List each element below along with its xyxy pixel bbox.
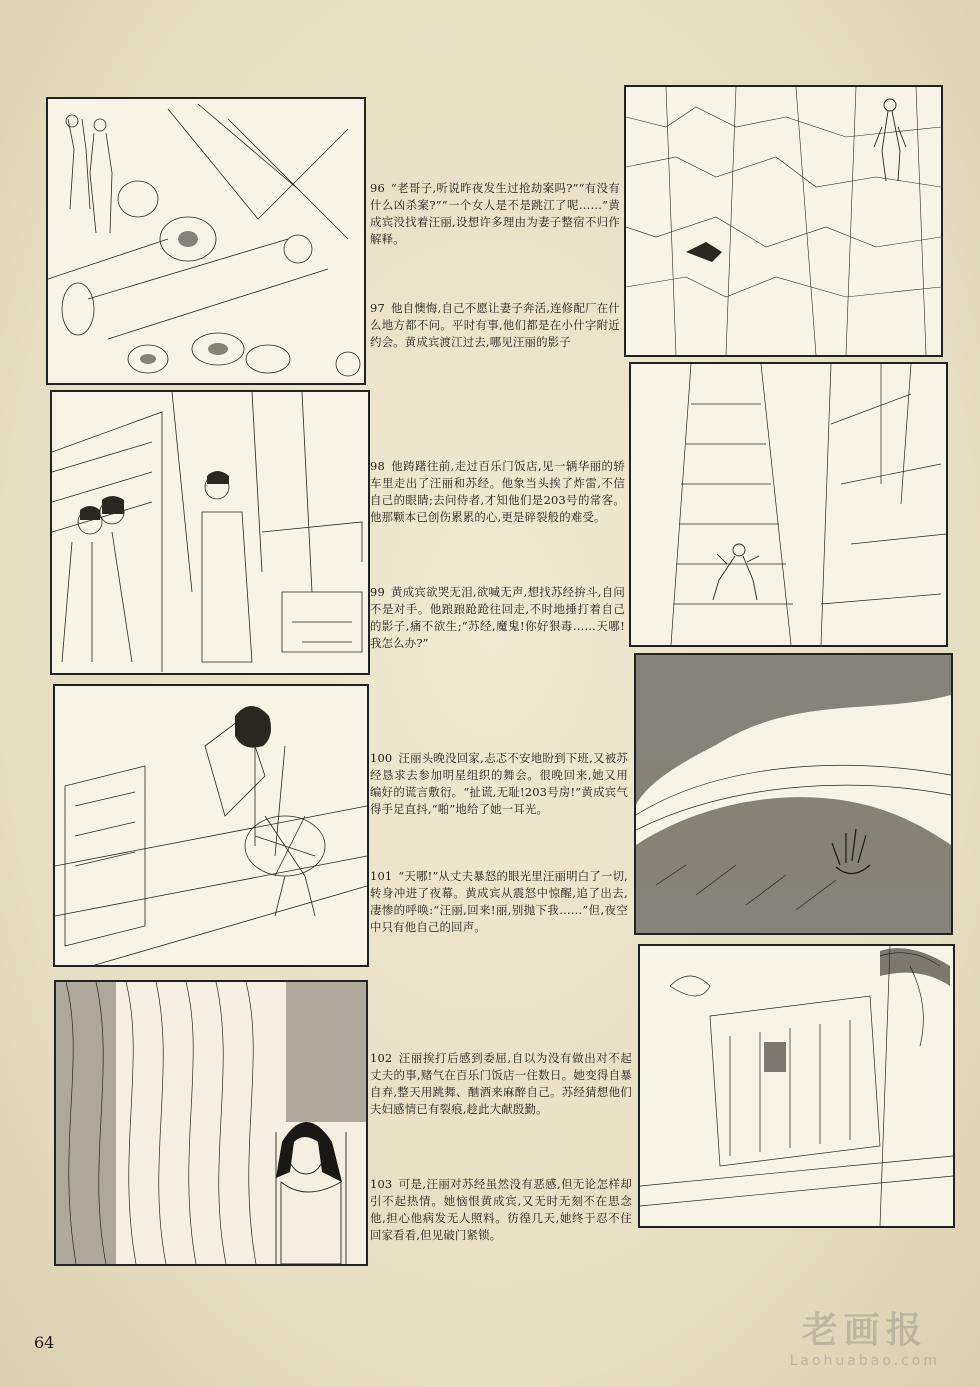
caption-101 bbox=[370, 868, 628, 936]
caption-text: 可是,汪丽对苏经虽然没有恶感,但无论怎样却引不起热情。她恼恨黄成宾,又无时无刻不在思念他,担心他病发无人照料。彷徨几天,她终于忍不住回家看看,但见破门紧锁。 bbox=[370, 1177, 632, 1242]
caption-96 bbox=[370, 180, 620, 248]
panel-97-crack-scene bbox=[624, 85, 943, 357]
panel-98-illustration bbox=[52, 392, 368, 673]
panel-100-room-scene bbox=[53, 684, 369, 967]
panel-96-illustration bbox=[48, 99, 364, 383]
caption-text: “老哥子,听说昨夜发生过抢劫案吗?”“有没有什么凶杀案?”“一个女人是不是跳江了呢……”黄成宾没找着汪丽,设想许多理由为妻子整宿不归作解释。 bbox=[370, 181, 620, 246]
panel-101-illustration bbox=[636, 655, 951, 933]
panel-102-illustration bbox=[56, 982, 366, 1264]
watermark-main: 老画报 bbox=[801, 1310, 928, 1351]
panel-97-illustration bbox=[626, 87, 941, 355]
caption-text: 汪丽头晚没回家,忐忑不安地盼到下班,又被苏经恳求去参加明星组织的舞会。很晚回来,她又用编好的谎言敷衍。“扯谎,无耻!203号房!”黄成宾气得手足直抖,“啪”地给了她一耳光。 bbox=[370, 751, 628, 816]
panel-100-illustration bbox=[55, 686, 367, 965]
caption-99 bbox=[370, 584, 625, 652]
caption-number: 103 bbox=[370, 1177, 393, 1191]
panel-101-night-scene bbox=[634, 653, 953, 935]
panel-102-curtain-scene bbox=[54, 980, 368, 1266]
panel-99-illustration bbox=[631, 364, 946, 645]
watermark bbox=[790, 1302, 940, 1369]
caption-98 bbox=[370, 458, 625, 526]
panel-99-wall-scene bbox=[629, 362, 948, 647]
caption-text: 黄成宾欲哭无泪,欲喊无声,想找苏经拚斗,自问不是对手。他踉踉跄跄往回走,不时地捶打着自己的影子,痛不欲生;“苏经,魔鬼!你好狠毒……天哪!我怎么办?” bbox=[370, 585, 625, 650]
caption-100 bbox=[370, 750, 628, 818]
caption-text: 汪丽挨打后感到委屈,自以为没有做出对不起丈夫的事,赌气在百乐门饭店一住数日。她变得自暴自弃,整天用跳舞、酗酒来麻醉自己。苏经猜想他们夫妇感情已有裂痕,趁此大献殷勤。 bbox=[370, 1051, 632, 1116]
panel-96-market-scene bbox=[46, 97, 366, 385]
caption-number: 100 bbox=[370, 751, 393, 765]
caption-number: 97 bbox=[370, 301, 385, 315]
caption-number: 96 bbox=[370, 181, 385, 195]
watermark-url: Laohuabao.com bbox=[789, 1353, 940, 1369]
caption-number: 99 bbox=[370, 585, 385, 599]
caption-97 bbox=[370, 300, 620, 351]
caption-text: 他踌躇往前,走过百乐门饭店,见一辆华丽的轿车里走出了汪丽和苏经。他象当头挨了炸雷,不信自己的眼睛;去问侍者,才知他们是203号的常客。他那颗本已创伤累累的心,更是碎裂般的难受。 bbox=[370, 459, 625, 524]
caption-text: “天哪!”从丈夫暴怒的眼光里汪丽明白了一切,转身冲进了夜幕。黄成宾从震怒中惊醒,追了出去,凄惨的呼唤:“汪丽,回来!丽,别抛下我……”但,夜空中只有他自己的回声。 bbox=[370, 869, 628, 934]
panel-103-illustration bbox=[640, 946, 953, 1226]
caption-number: 102 bbox=[370, 1051, 393, 1065]
page-number: 64 bbox=[34, 1333, 55, 1352]
caption-102 bbox=[370, 1050, 632, 1118]
caption-text: 他自懊悔,自己不愿让妻子奔活,连修配厂在什么地方都不问。平时有事,他们都是在小什字附近约会。黄成宾渡江过去,哪见汪丽的影子 bbox=[370, 301, 620, 349]
caption-number: 98 bbox=[370, 459, 385, 473]
caption-number: 101 bbox=[370, 869, 393, 883]
panel-98-hotel-scene bbox=[50, 390, 370, 675]
caption-103 bbox=[370, 1176, 632, 1244]
panel-103-house-scene bbox=[638, 944, 955, 1228]
